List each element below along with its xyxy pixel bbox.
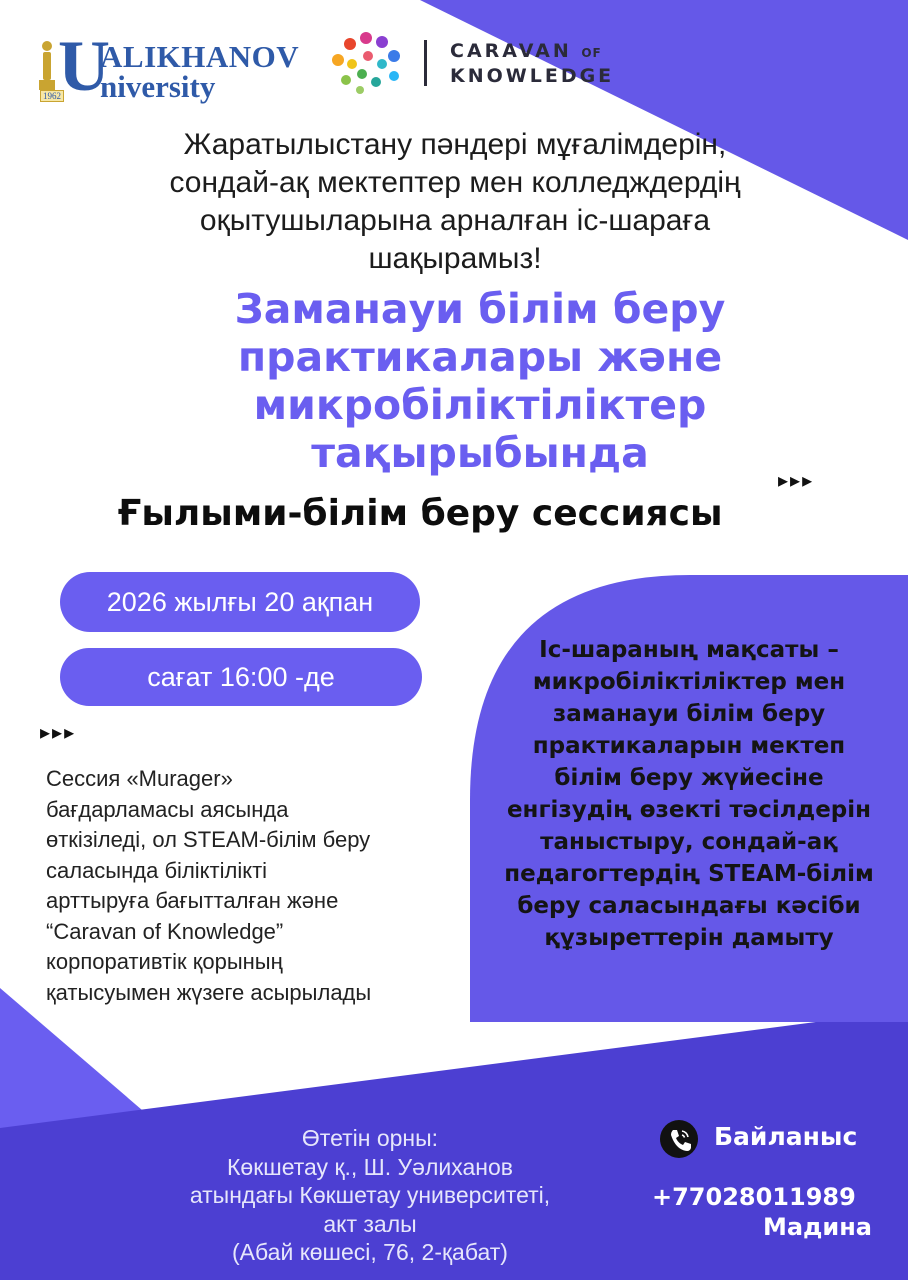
goal-line: Іс-шараның мақсаты –: [539, 637, 839, 663]
university-logo: [36, 26, 300, 106]
session-description: [46, 764, 486, 1008]
topic-line: микробіліктіліктер: [253, 381, 707, 429]
university-logo-line1: ALIKHANOV: [100, 39, 300, 74]
description-line: қатысуымен жүзеге асырылады: [46, 979, 372, 1005]
arrows-decor-icon: ▸▸▸: [778, 468, 815, 492]
description-line: саласында біліктілікті: [46, 857, 268, 883]
venue-line: акт залы: [323, 1210, 417, 1237]
invitation-line: шақырамыз!: [368, 242, 542, 275]
contact-phone[interactable]: +77028011989: [652, 1183, 856, 1211]
goal-line: практикаларын мектеп: [532, 733, 846, 759]
statue-icon: [36, 36, 58, 92]
date-pill: 2026 жылғы 20 ақпан: [60, 572, 420, 632]
topic-line: тақырыбында: [311, 429, 649, 477]
invitation-line: Жаратылыстану пәндері мұғалімдерін,: [183, 128, 727, 161]
description-line: арттыруға бағытталған және: [46, 888, 339, 913]
phone-icon: [660, 1120, 698, 1158]
venue-line: Көкшетау қ., Ш. Уәлиханов: [227, 1153, 513, 1180]
venue-info: [120, 1124, 620, 1267]
university-logo-line2: niversity: [100, 69, 216, 104]
goal-line: микробіліктіліктер мен: [532, 669, 846, 695]
goal-line: таныстыру, сондай-ақ: [540, 829, 838, 855]
event-goal: [490, 634, 888, 954]
goal-line: беру саласындағы кәсіби: [517, 893, 861, 919]
description-line: корпоративтік қорының: [46, 949, 283, 974]
event-topic: [130, 285, 830, 477]
contact-label: Байланыс: [714, 1122, 858, 1151]
logo-divider: [424, 40, 427, 86]
caravan-logo-line2: KNOWLEDGE: [450, 65, 615, 87]
caravan-of-knowledge-logo: [326, 30, 646, 100]
invitation-line: оқытушыларына арналған іс-шараға: [199, 204, 711, 237]
description-line: өткізіледі, ол STEAM-білім беру: [46, 827, 371, 852]
description-line: Сессия «Murager»: [46, 766, 233, 791]
time-pill: сағат 16:00 -де: [60, 648, 422, 706]
university-founding-year: 1962: [40, 90, 64, 102]
venue-line: (Абай көшесі, 76, 2-қабат): [232, 1239, 508, 1265]
invitation-line: сондай-ақ мектептер мен колледждердің: [169, 166, 741, 199]
goal-line: құзыреттерін дамыту: [544, 925, 834, 951]
caravan-dots-icon: [326, 30, 408, 96]
university-logo-letter: U: [58, 26, 110, 106]
caravan-logo-of: OF: [581, 46, 602, 60]
caravan-logo-line1: CARAVAN OF: [450, 40, 602, 62]
invitation-text: [90, 126, 820, 278]
venue-line: атындағы Көкшетау университеті,: [189, 1182, 551, 1208]
session-title: Ғылыми-білім беру сессиясы: [117, 493, 723, 534]
goal-line: педагогтердің STEAM-білім: [504, 861, 874, 887]
description-line: бағдарламасы аясында: [46, 796, 289, 822]
description-line: “Caravan of Knowledge”: [46, 918, 284, 944]
goal-line: енгізудің өзекті тәсілдерін: [506, 797, 872, 823]
topic-line: практикалары және: [237, 333, 723, 381]
topic-line: Заманауи білім беру: [234, 285, 726, 333]
goal-line: заманауи білім беру: [552, 701, 826, 727]
venue-line: Өтетін орны:: [301, 1125, 439, 1151]
goal-line: білім беру жүйесіне: [554, 765, 824, 791]
arrows-decor-icon: ▸▸▸: [40, 720, 77, 744]
contact-name: Мадина: [762, 1213, 872, 1241]
